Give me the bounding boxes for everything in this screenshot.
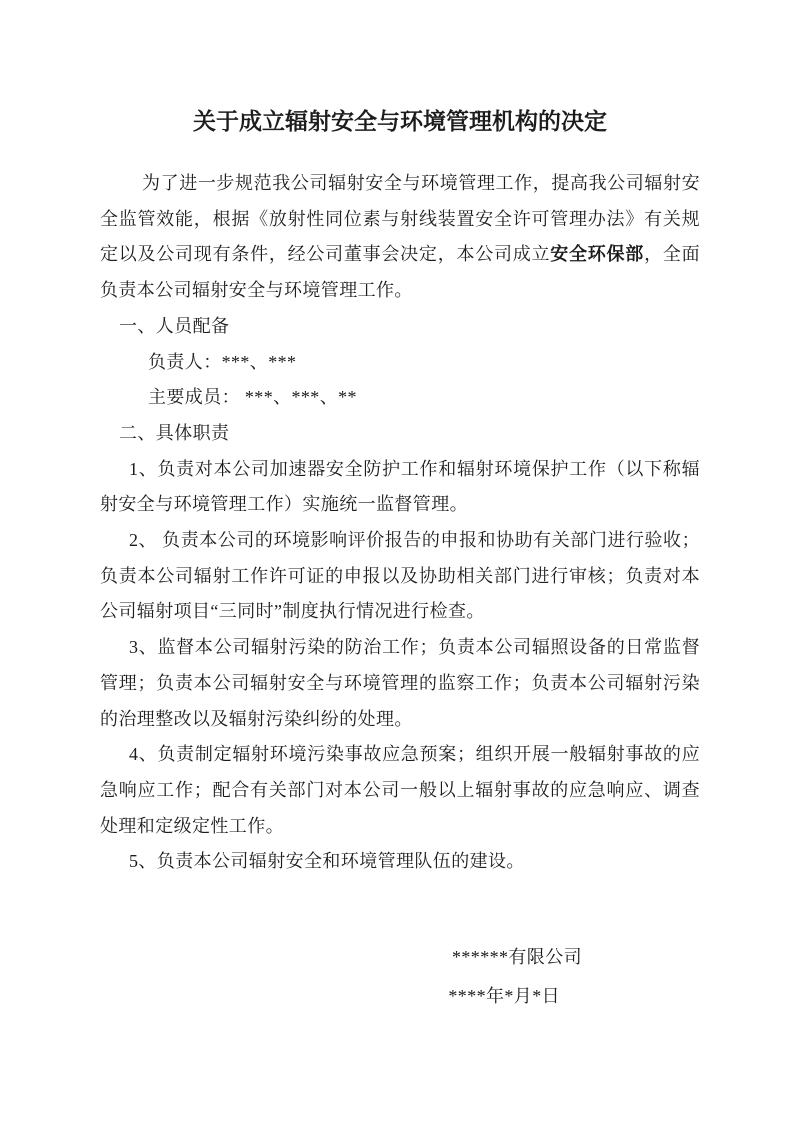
- intro-text-before: 为了进一步规范我公司辐射安全与环境管理工作，提高我公司辐射安全监管效能，根据《放射性同位素与射线装置安全许可管理办法》有关规定以及公司现有条件，经公司董事会决定，本公司成立: [100, 173, 700, 265]
- duty-item-5: 5、负责本公司辐射安全和环境管理队伍的建设。: [129, 851, 525, 872]
- intro-department-name: 安全环保部: [550, 244, 645, 265]
- document-title: 关于成立辐射安全与环境管理机构的决定: [193, 109, 607, 134]
- section-1-heading: 一、人员配备: [119, 315, 230, 336]
- person-in-charge-line: 负责人：***、***: [148, 351, 297, 372]
- signature-company: ******有限公司: [452, 947, 582, 968]
- duty-item-3: 3、监督本公司辐射污染的防治工作；负责本公司辐照设备的日常监督管理；负责本公司辐射安全与环境管理的监察工作；负责本公司辐射污染的治理整改以及辐射污染纠纷的处理。: [100, 637, 700, 729]
- intro-paragraph: [100, 166, 700, 309]
- intro-text-after: ，全面负责本公司辐射安全与环境管理工作。: [100, 244, 700, 301]
- main-members-line: 主要成员： ***、***、**: [148, 387, 357, 408]
- duty-item-2: 2、 负责本公司的环境影响评价报告的申报和协助有关部门进行验收；负责本公司辐射工作许可证的申报以及协助相关部门进行审核；负责对本公司辐射项目“三同时”制度执行情况进行检查。: [100, 530, 700, 622]
- signature-date: ****年*月*日: [448, 986, 560, 1007]
- duty-item-4: 4、负责制定辐射环境污染事故应急预案；组织开展一般辐射事故的应急响应工作；配合有关部门对本公司一般以上辐射事故的应急响应、调查处理和定级定性工作。: [100, 744, 700, 836]
- signature-block: [100, 938, 700, 1016]
- section-2-heading: 二、具体职责: [119, 422, 230, 443]
- duty-item-1: 1、负责对本公司加速器安全防护工作和辐射环境保护工作（以下称辐射安全与环境管理工作）实施统一监督管理。: [100, 458, 700, 515]
